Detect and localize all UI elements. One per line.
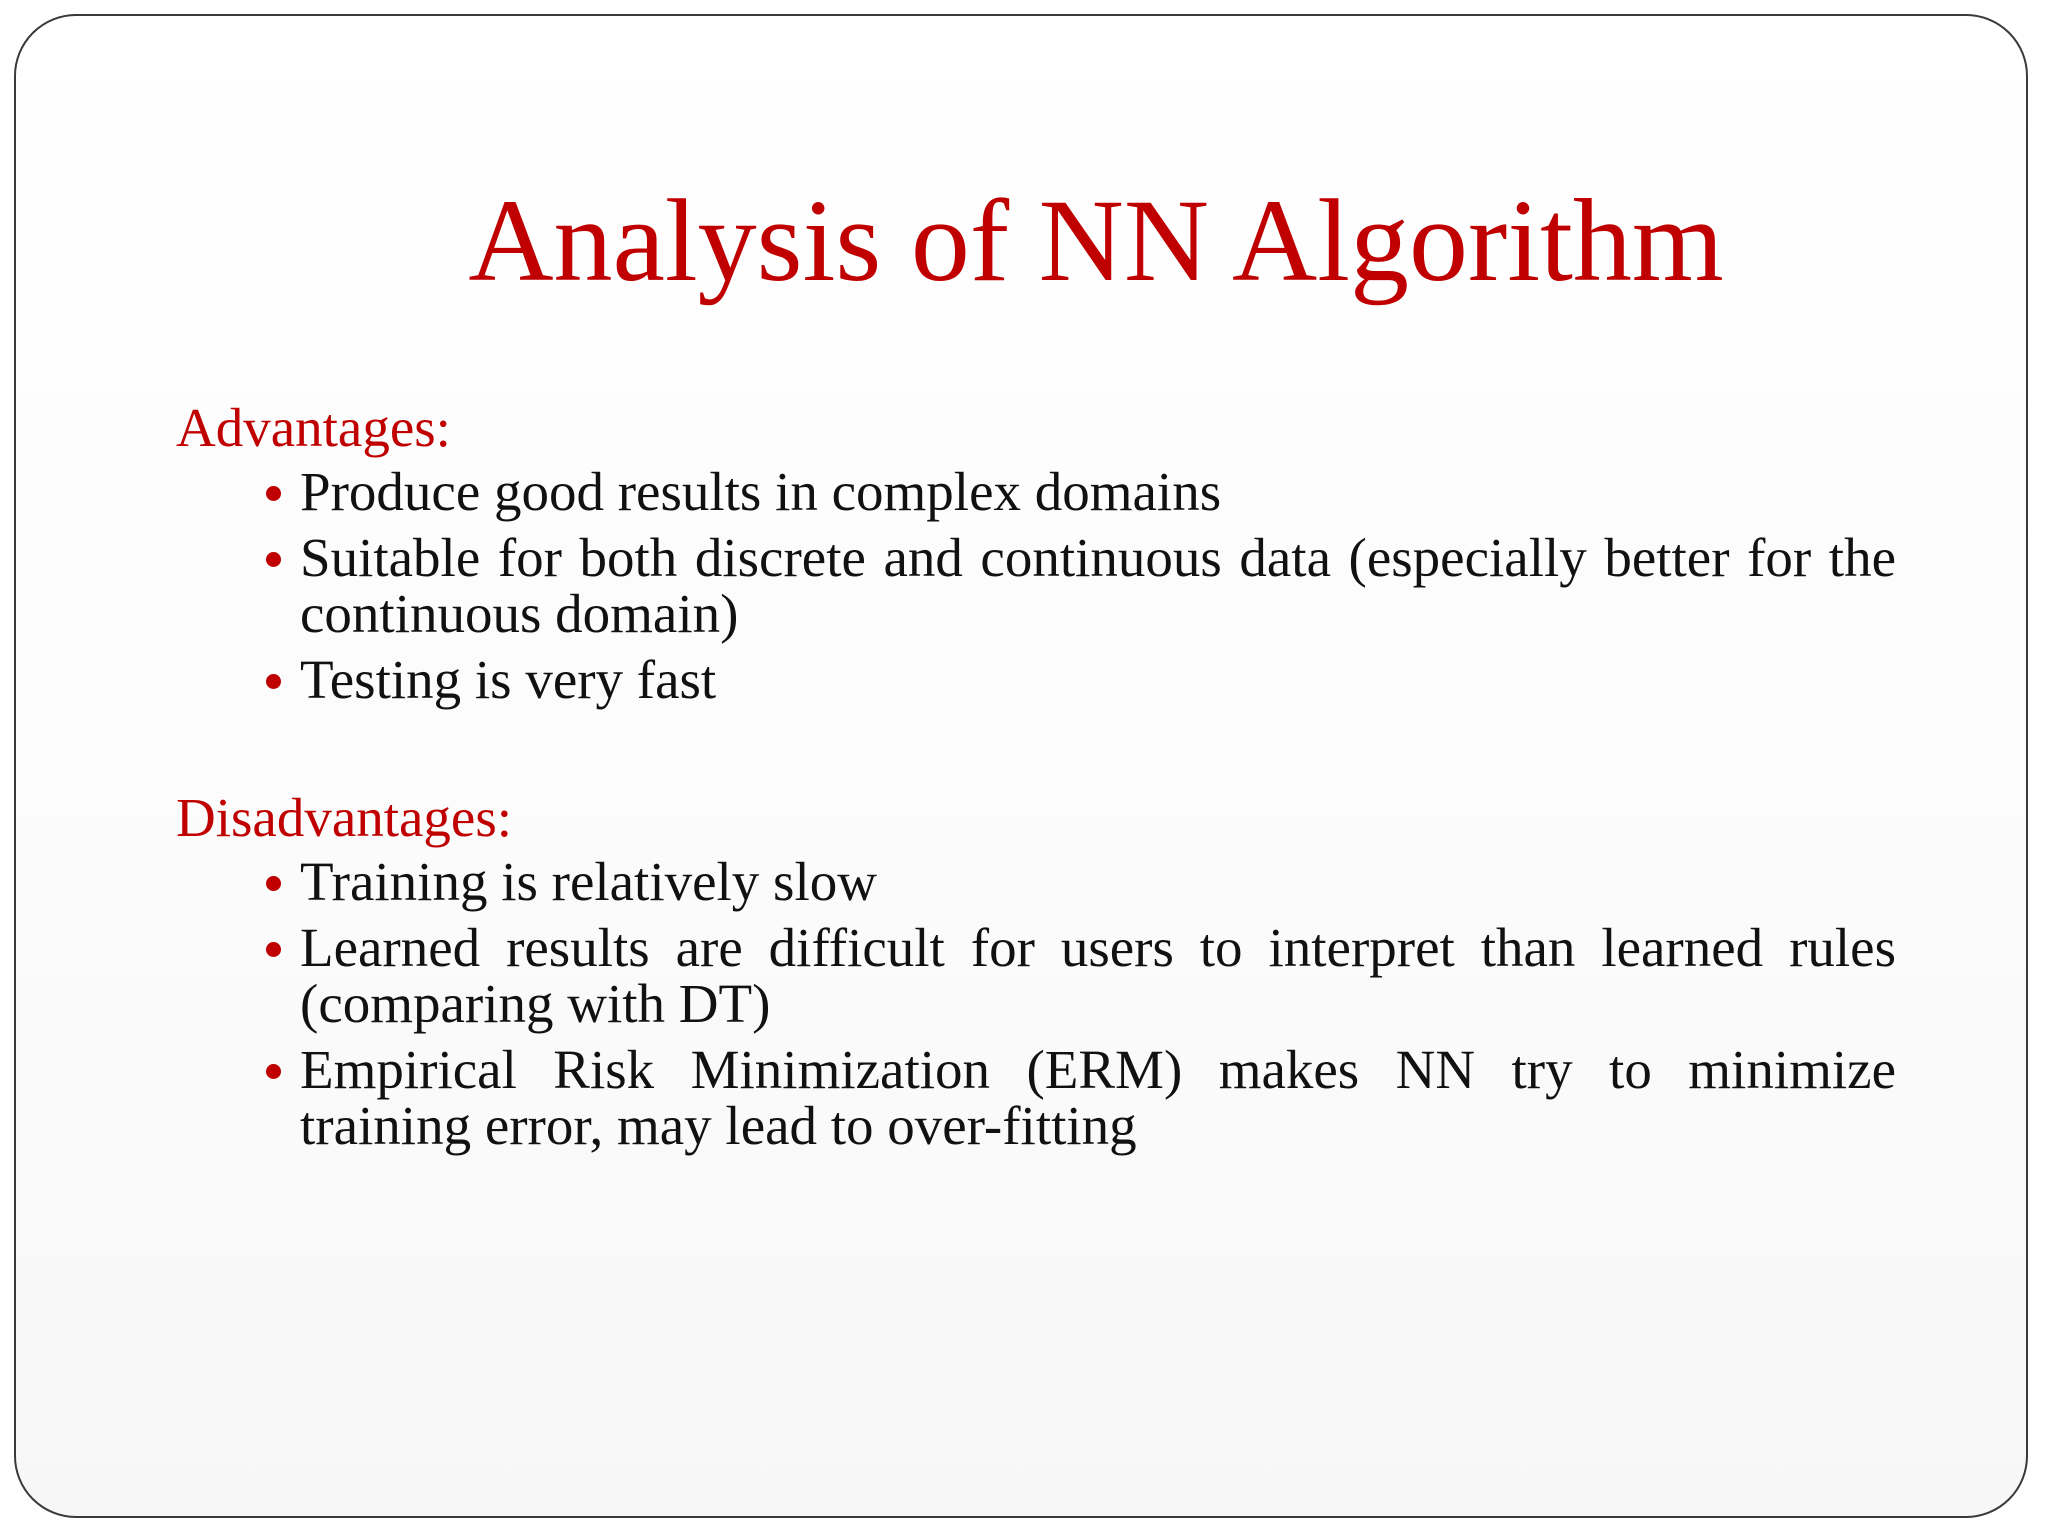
bullet-dot-icon	[266, 674, 281, 689]
advantages-list	[176, 461, 1896, 718]
bullet-dot-icon	[266, 876, 281, 891]
advantages-heading: Advantages:	[176, 397, 451, 458]
list-item-text: Produce good results in complex domains	[300, 461, 1222, 522]
slide-title: Analysis of NN Algorithm	[468, 175, 1724, 306]
list-item-text: Learned results are difficult for users to interpret than learned rules (comparing with DT)	[300, 917, 1896, 1034]
list-item	[176, 851, 1896, 912]
bullet-dot-icon	[266, 552, 281, 567]
list-item-text: Testing is very fast	[300, 649, 717, 710]
bullet-dot-icon	[266, 1064, 281, 1079]
bullet-dot-icon	[266, 942, 281, 957]
disadvantages-heading: Disadvantages:	[176, 787, 513, 848]
list-item	[176, 1039, 1896, 1156]
list-item	[176, 527, 1896, 644]
list-item	[176, 461, 1896, 522]
slide	[14, 14, 2028, 1518]
list-item-text: Empirical Risk Minimization (ERM) makes NN try to minimize training error, may lead to over-fitting	[300, 1039, 1896, 1156]
bullet-dot-icon	[266, 486, 281, 501]
list-item-text: Training is relatively slow	[300, 851, 877, 912]
list-item	[176, 649, 1896, 710]
disadvantages-list	[176, 851, 1896, 1164]
list-item	[176, 917, 1896, 1034]
list-item-text: Suitable for both discrete and continuous data (especially better for the continuous domain)	[300, 527, 1896, 644]
